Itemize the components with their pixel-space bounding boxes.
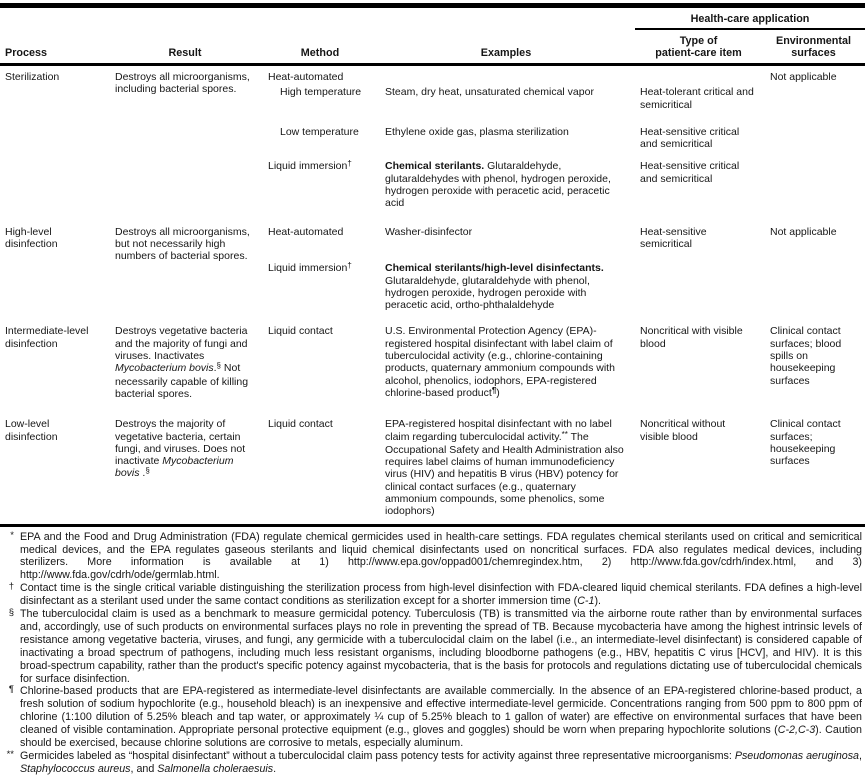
- cell-patient-item: Heat-sensitive critical and semicritical: [640, 125, 740, 151]
- low-level-disinfection-section: [0, 418, 865, 525]
- cell-result: Destroys the majority of vegetative bacteria, certain fungi, and viruses. Does not inactivate Mycobacterium bovis .§: [115, 418, 246, 480]
- group-header-row: [0, 6, 865, 30]
- header-line: Environmental: [776, 35, 851, 47]
- cell-result: Destroys vegetative bacteria and the majority of fungi and viruses. Inactivates Mycobacterium bovis.§ Not necessarily capable of killing bacterial spores.: [115, 325, 249, 400]
- footnote-marker: *: [10, 529, 14, 541]
- table-row: [0, 325, 865, 418]
- footnote-text: The tuberculocidal claim is used as a benchmark to measure germicidal potency. Tuberculosis (TB) is transmitted via the airborne route rather than by environmental surfaces and, accordingly, use of such products on environmental surfaces plays no role in preventing the spread of TB. Because mycobacteria have among the highest intrinsic levels of resistance among vegetative bacteria, viruses, and fungi, any germicide with a tuberculocidal claim on the label (i.e., an intermediate-level disinfectant) is considered capable of inactivating a broad spectrum of pathogens, including much less resistant organisms, including bloodborne pathogens (e.g., HBV, hepatitis C virus [HCV], and HIV). It is this broad-spectrum capability, rather than the product's specific potency against mycobacteria, that is the basis for protocols and regulations dictating use of tuberculocidal chemicals for surface disinfection.: [20, 608, 862, 685]
- cell-examples: EPA-registered hospital disinfectant with no label claim regarding tuberculocidal activity.** The Occupational Safety and Health Administration also requires label claims of human immunodeficiency virus (HIV) and hepatitis B virus (HBV) potency for clinical contact surfaces (e.g., quaternary ammonium compounds, some phenolics, some iodophors): [385, 418, 624, 518]
- cell-env-surfaces: [765, 160, 865, 225]
- footnotes: [0, 527, 865, 776]
- footnote-marker: **: [6, 749, 14, 761]
- footnote-dagger: [0, 582, 862, 608]
- footnote-text: EPA and the Food and Drug Administration (FDA) regulate chemical germicides used in health-care settings. FDA regulates chemical sterilants used on critical and semicritical medical devices, and the EPA regulates gaseous sterilants and liquid chemical disinfectants used on noncritical surfaces. FDA also regulates medical devices, including sterilizers. More information is available at 1) http://www.epa.gov/oppad001/chemregindex.htm, 2) http://www.fda.gov/cdrh/index.html, and 3) http://www.fda.gov/cdrh/ode/germlab.html.: [20, 530, 862, 582]
- health-care-application-group-header: Health-care application: [635, 6, 865, 30]
- cell-patient-item: [635, 65, 765, 87]
- cell-env-surfaces: [765, 126, 865, 161]
- table-row: [0, 226, 865, 263]
- cell-examples: Chemical sterilants/high-level disinfectants. Glutaraldehyde, glutaraldehyde with phenol, hydrogen peroxide, hydrogen peroxide with peracetic acid, ortho-phthalaldehyde: [385, 262, 604, 312]
- table-row: [0, 65, 865, 87]
- cell-env-surfaces: [765, 262, 865, 325]
- footnote-text: Germicides labeled as “hospital disinfectant” without a tuberculocidal claim pass potency tests for activity against three representative microorganisms: Pseudomonas aeruginosa, Staphylococcus aureus, and Salmonella choleraesuis.: [20, 750, 862, 775]
- intermediate-level-disinfection-section: [0, 325, 865, 418]
- col-header-method: Method: [263, 29, 380, 65]
- cell-patient-item: [635, 262, 765, 325]
- cell-patient-item: Heat-sensitive critical and semicritical: [640, 160, 740, 185]
- cell-method: Low temperature: [280, 125, 359, 138]
- header-line: patient-care item: [655, 47, 742, 59]
- cell-env-surfaces: Clinical contact surfaces; housekeeping surfaces: [770, 418, 841, 468]
- cell-env-surfaces: [765, 86, 865, 126]
- column-header-row: [0, 29, 865, 65]
- footnote-double-asterisk: [0, 750, 862, 776]
- cell-method: Liquid immersion†: [268, 261, 352, 275]
- cell-process: Sterilization: [5, 71, 60, 83]
- footnote-asterisk: [0, 531, 862, 583]
- cell-patient-item: Noncritical without visible blood: [640, 418, 726, 443]
- cell-env-surfaces: Not applicable: [770, 71, 837, 83]
- footnote-marker: †: [8, 581, 14, 593]
- cell-process: High-level disinfection: [5, 225, 58, 250]
- header-spacer: [0, 6, 635, 30]
- cell-patient-item: Heat-tolerant critical and semicritical: [640, 86, 754, 111]
- cell-patient-item: Heat-sensitive semicritical: [640, 225, 707, 250]
- cell-env-surfaces: Not applicable: [770, 225, 837, 238]
- cell-examples: U.S. Environmental Protection Agency (EPA)-registered hospital disinfectant with label claim of tuberculocidal activity (e.g., chlorine-containing products, quaternary ammonium compounds with alcohol, phenolics, iodophors, EPA-registered chlorine-based product¶): [385, 325, 615, 399]
- footnote-text: Contact time is the single critical variable distinguishing the sterilization process from high-level disinfection with FDA-cleared liquid chemical sterilants. FDA defines a high-level disinfectant as a sterilant used under the same contact conditions as sterilization except for a shorter immersion time (C-1).: [20, 582, 862, 608]
- sterilization-disinfection-table: [0, 3, 865, 527]
- cell-examples: Ethylene oxide gas, plasma sterilization: [385, 125, 569, 138]
- cell-examples: Chemical sterilants. Glutaraldehyde, glutaraldehydes with phenol, hydrogen peroxide, hydrogen peroxide with peracetic acid, peracetic acid: [385, 160, 611, 210]
- col-header-environmental-surfaces: [765, 29, 865, 65]
- cell-examples: Washer-disinfector: [385, 225, 473, 238]
- cell-method: High temperature: [280, 86, 362, 99]
- cell-method: Heat-automated: [268, 225, 344, 238]
- footnote-pilcrow: [0, 685, 862, 750]
- table-row: [0, 418, 865, 525]
- cell-method: Liquid immersion†: [268, 159, 352, 173]
- cell-env-surfaces: Clinical contact surfaces; blood spills on housekeeping surfaces: [770, 325, 842, 387]
- cell-method: Liquid contact: [268, 418, 333, 431]
- col-header-result: Result: [110, 29, 263, 65]
- col-header-examples: Examples: [380, 29, 635, 65]
- cell-examples: Steam, dry heat, unsaturated chemical vapor: [385, 86, 594, 99]
- cell-method: Heat-automated: [268, 71, 344, 83]
- cell-result: Destroys all microorganisms, including bacterial spores.: [115, 71, 250, 96]
- footnote-section: [0, 608, 862, 685]
- cell-method: Liquid contact: [268, 325, 333, 338]
- cell-patient-item: Noncritical with visible blood: [640, 325, 743, 350]
- header-line: surfaces: [791, 47, 836, 59]
- cell-process: Intermediate-level disinfection: [5, 325, 89, 350]
- table-header: [0, 6, 865, 65]
- footnote-text: Chlorine-based products that are EPA-registered as intermediate-level disinfectants are available commercially. In the absence of an EPA-registered chlorine-based product, a fresh solution of sodium hypochlorite (e.g., household bleach) is an inexpensive and effective intermediate-level germicide. Concentrations ranging from 500 ppm to 800 ppm of chlorine (1:100 dilution of 5.25% bleach and tap water, or approximately ¼ cup of 5.25% bleach to 1 gallon of water) are effective on environmental surfaces that have been cleaned of visible contamination. Appropriate personal protective equipment (e.g., gloves and goggles) should be worn when preparing hypochlorite solutions (C-2,C-3). Caution should be exercised, because chlorine solutions are corrosive to metals, especially aluminum.: [20, 685, 862, 750]
- header-line: Type of: [679, 35, 718, 47]
- cell-result: Destroys all microorganisms, but not necessarily high numbers of bacterial spores.: [115, 225, 250, 263]
- footnote-marker: ¶: [8, 684, 14, 696]
- sterilization-section: [0, 65, 865, 226]
- col-header-process: Process: [0, 29, 110, 65]
- cell-process: Low-level disinfection: [5, 418, 58, 443]
- col-header-patient-care-item: [635, 29, 765, 65]
- high-level-disinfection-section: [0, 226, 865, 326]
- footnote-marker: §: [8, 607, 14, 619]
- cell-examples: [380, 65, 635, 87]
